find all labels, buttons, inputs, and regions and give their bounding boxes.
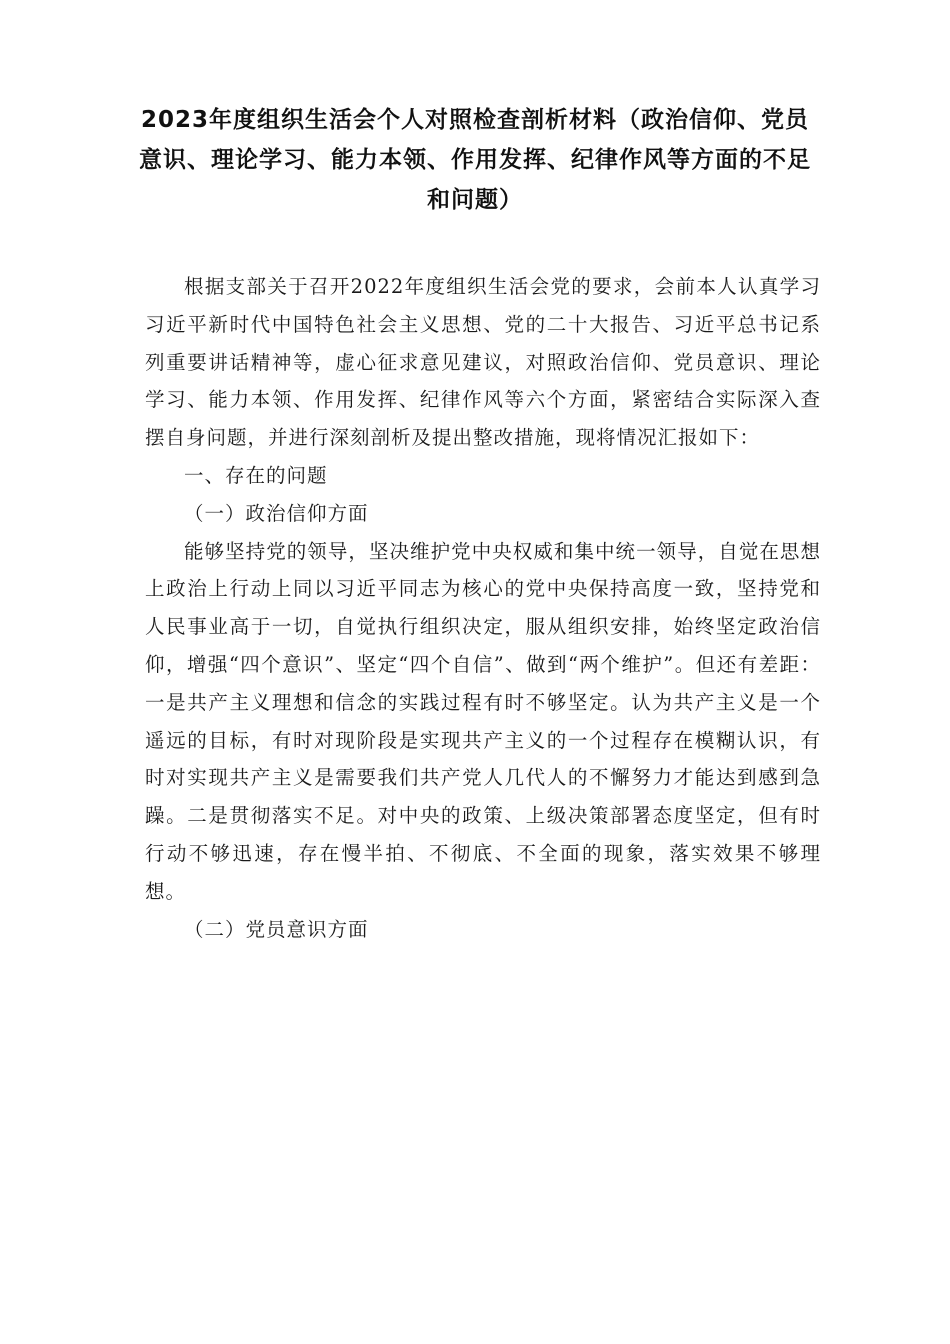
subsection-heading-political-belief: （一）政治信仰方面 bbox=[184, 501, 369, 525]
document-body bbox=[145, 268, 821, 948]
political-belief-paragraph: 能够坚持党的领导，坚决维护党中央权威和集中统一领导，自觉在思想上政治上行动上同以习近平同志为核心的党中央保持高度一致，坚持党和人民事业高于一切，自觉执行组织决定，服从组织安排，始终坚定政治信仰，增强“四个意识”、坚定“四个自信”、做到“两个维护”。但还有差距：一是共产主义理想和信念的实践过程有时不够坚定。认为共产主义是一个遥远的目标，有时对现阶段是实现共产主义的一个过程存在模糊认识，有时对实现共产主义是需要我们共产党人几代人的不懈努力才能达到感到急躁。二是贯彻落实不足。对中央的政策、上级决策部署态度坚定，但有时行动不够迅速，存在慢半拍、不彻底、不全面的现象，落实效果不够理想。 bbox=[145, 539, 821, 903]
document-title: 2023年度组织生活会个人对照检查剖析材料（政治信仰、党员意识、理论学习、能力本领、作用发挥、纪律作风等方面的不足和问题） bbox=[139, 107, 811, 213]
intro-paragraph: 根据支部关于召开2022年度组织生活会党的要求，会前本人认真学习习近平新时代中国特色社会主义思想、党的二十大报告、习近平总书记系列重要讲话精神等，虚心征求意见建议，对照政治信仰、党员意识、理论学习、能力本领、作用发挥、纪律作风等六个方面，紧密结合实际深入查摆自身问题，并进行深刻剖析及提出整改措施，现将情况汇报如下： bbox=[145, 275, 821, 450]
section-heading-problems: 一、存在的问题 bbox=[184, 463, 328, 487]
subsection-heading-party-awareness: （二）党员意识方面 bbox=[184, 917, 369, 941]
